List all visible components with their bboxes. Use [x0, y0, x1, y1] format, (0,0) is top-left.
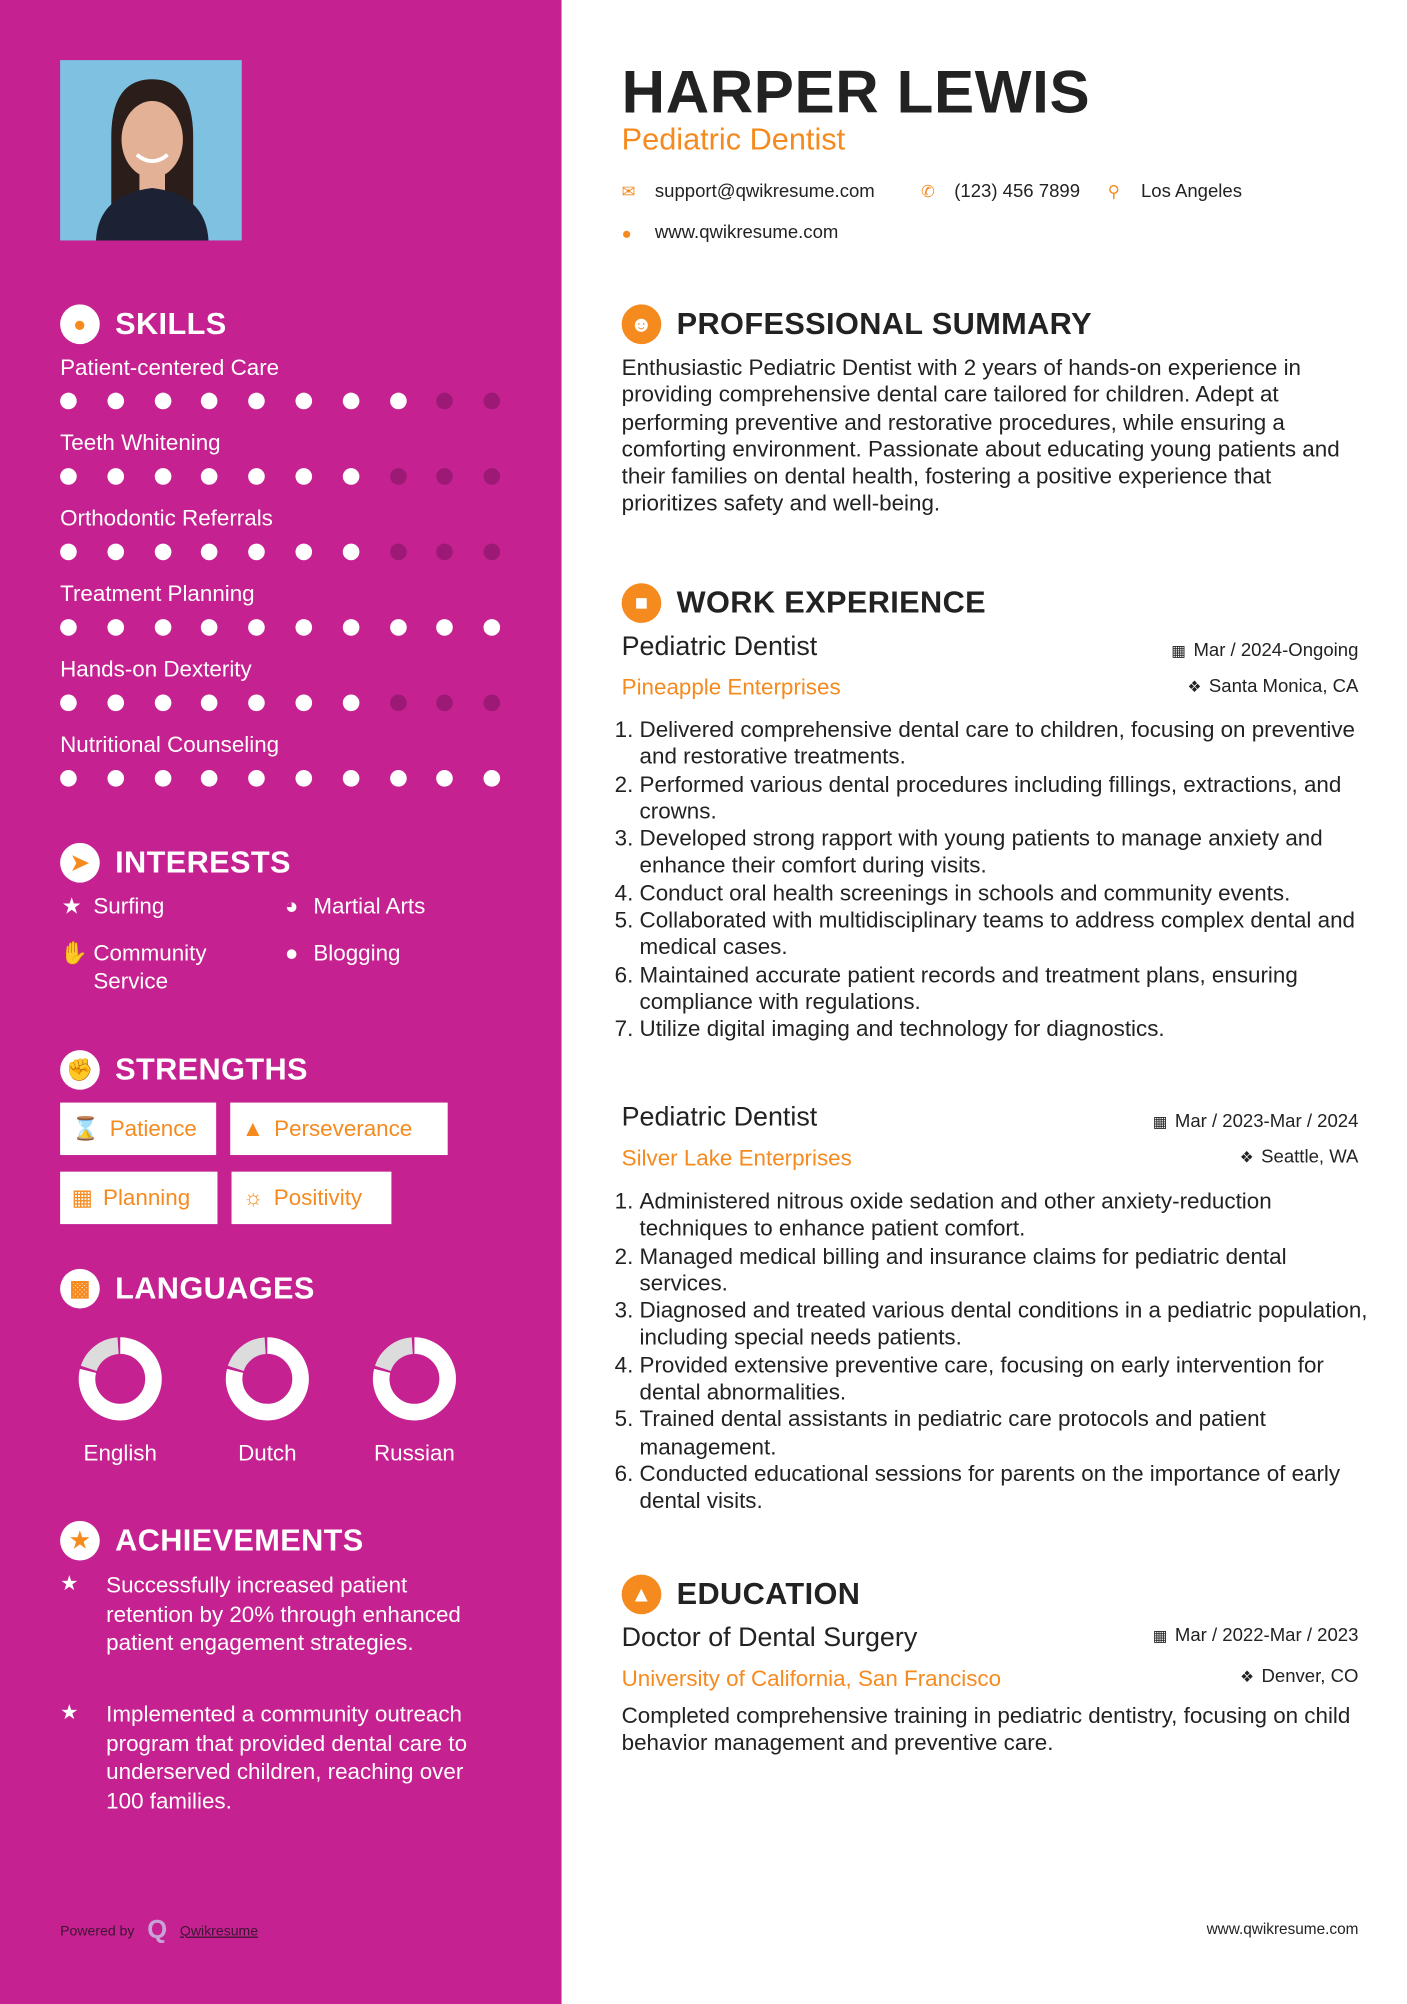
rating-dot-filled	[154, 770, 171, 787]
road-icon: ▲	[241, 1115, 264, 1141]
rating-dot-filled	[248, 695, 265, 712]
rating-dot-filled	[248, 770, 265, 787]
skill-rating	[60, 468, 500, 485]
sun-icon: ☼	[243, 1184, 264, 1211]
paper-plane-icon: ➤	[60, 843, 100, 883]
rating-dot-filled	[107, 544, 124, 561]
rating-dot-filled	[295, 695, 312, 712]
globe-icon: ◕	[284, 892, 299, 919]
rating-dot-empty	[484, 393, 501, 410]
strength-badge: ▲ Perseverance	[230, 1103, 447, 1155]
rating-dot-filled	[107, 695, 124, 712]
hand-icon: ✋	[60, 940, 88, 966]
rating-dot-filled	[107, 393, 124, 410]
job-date: ▦ Mar / 2024-Ongoing	[1171, 640, 1359, 662]
education-location: ❖ Denver, CO	[1240, 1666, 1359, 1688]
qwikresume-link[interactable]: Qwikresume	[179, 1923, 259, 1939]
rating-dot-empty	[390, 695, 407, 712]
strength-badge: ⌛ Patience	[60, 1103, 216, 1155]
rating-dot-filled	[343, 393, 360, 410]
profile-photo	[60, 60, 242, 240]
strength-badge: ▦ Planning	[60, 1172, 217, 1224]
skill-item	[60, 505, 500, 580]
rating-dot-filled	[154, 468, 171, 485]
pushpin-icon: ❖	[1187, 677, 1202, 696]
star-icon: ★	[60, 1573, 79, 1596]
graduation-cap-icon: ▲	[622, 1575, 662, 1615]
job-bullets	[622, 1188, 1375, 1515]
rating-dot-filled	[107, 770, 124, 787]
education-date: ▦ Mar / 2022-Mar / 2023	[1152, 1625, 1359, 1647]
rating-dot-filled	[343, 544, 360, 561]
rating-dot-filled	[107, 468, 124, 485]
rating-dot-filled	[60, 695, 77, 712]
job-location: ❖ Seattle, WA	[1239, 1147, 1359, 1168]
sidebar	[0, 0, 562, 2004]
rating-dot-filled	[60, 619, 77, 636]
rating-dot-empty	[390, 468, 407, 485]
job-bullet: 6. Maintained accurate patient records and treatment plans, ensuring compliance with regulations.	[640, 961, 1375, 1015]
location: ⚲ Los Angeles	[1107, 181, 1243, 203]
rating-dot-filled	[60, 544, 77, 561]
rating-dot-filled	[201, 619, 218, 636]
interest-item: ★ Surfing	[61, 892, 165, 919]
rating-dot-filled	[390, 619, 407, 636]
calendar-icon: ▦	[1152, 1112, 1168, 1131]
job-date: ▦ Mar / 2023-Mar / 2024	[1152, 1111, 1359, 1133]
language-donut	[370, 1334, 460, 1424]
hourglass-icon: ⌛	[71, 1115, 100, 1141]
job-bullet: 7. Utilize digital imaging and technology for diagnostics.	[640, 1016, 1375, 1043]
job-bullet: 1. Administered nitrous oxide sedation and other anxiety-reduction techniques to enhance patient comfort.	[640, 1188, 1375, 1242]
skill-rating	[60, 393, 500, 410]
job-bullet: 6. Conducted educational sessions for parents on the importance of early dental visits.	[640, 1461, 1375, 1515]
job-position: Pediatric Dentist	[621, 1102, 818, 1133]
rating-dot-filled	[295, 544, 312, 561]
language-label: Dutch	[238, 1440, 297, 1466]
rating-dot-filled	[437, 770, 454, 787]
rating-dot-filled	[295, 393, 312, 410]
rating-dot-filled	[154, 393, 171, 410]
skill-rating	[60, 544, 500, 561]
qwikresume-logo-icon: Q	[147, 1916, 168, 1945]
star-icon: ★	[60, 1702, 79, 1725]
job-bullet: 3. Diagnosed and treated various dental conditions in a pediatric population, including special needs patients.	[640, 1297, 1375, 1351]
star-icon: ★	[61, 892, 82, 919]
language-donut	[223, 1334, 313, 1424]
phone: ✆ (123) 456 7899	[920, 181, 1081, 203]
strength-badge: ☼ Positivity	[232, 1172, 392, 1224]
company-name: Pineapple Enterprises	[621, 674, 841, 700]
rating-dot-empty	[437, 468, 454, 485]
skill-item	[60, 430, 500, 505]
rating-dot-empty	[437, 695, 454, 712]
rating-dot-filled	[390, 770, 407, 787]
languages-heading: ▩ LANGUAGES	[60, 1269, 315, 1309]
email: ✉ support@qwikresume.com	[621, 181, 875, 203]
degree: Doctor of Dental Surgery	[621, 1623, 918, 1653]
skill-label: Nutritional Counseling	[60, 731, 280, 758]
interest-item: ● Blogging	[280, 939, 400, 967]
rating-dot-filled	[107, 619, 124, 636]
skill-label: Treatment Planning	[60, 580, 255, 607]
fist-icon: ✊	[60, 1050, 100, 1090]
language-icon: ▩	[60, 1269, 100, 1309]
rating-dot-filled	[154, 544, 171, 561]
education-description: Completed comprehensive training in pediatric dentistry, focusing on child behavior management and preventive care.	[621, 1702, 1351, 1756]
rating-dot-empty	[437, 393, 454, 410]
skill-item	[60, 656, 500, 731]
interest-item: ◕ Martial Arts	[280, 892, 425, 920]
skills-list	[60, 354, 500, 807]
interests-heading: ➤ INTERESTS	[60, 843, 291, 883]
pushpin-icon: ❖	[1239, 1148, 1254, 1167]
rating-dot-filled	[295, 468, 312, 485]
summary-heading: ☻ PROFESSIONAL SUMMARY	[622, 304, 1092, 344]
rating-dot-empty	[484, 695, 501, 712]
education-heading: ▲ EDUCATION	[622, 1575, 861, 1615]
globe-icon: ●	[621, 223, 632, 243]
powered-by: Powered by Q Qwikresume	[60, 1916, 259, 1945]
achievements-heading: ★ ACHIEVEMENTS	[60, 1521, 364, 1561]
rating-dot-empty	[484, 544, 501, 561]
rating-dot-filled	[343, 619, 360, 636]
rating-dot-filled	[201, 544, 218, 561]
strengths-heading: ✊ STRENGTHS	[60, 1050, 308, 1090]
skill-label: Orthodontic Referrals	[60, 505, 273, 531]
job-location: ❖ Santa Monica, CA	[1187, 676, 1359, 698]
rating-dot-filled	[60, 393, 77, 410]
rating-dot-filled	[201, 468, 218, 485]
rating-dot-filled	[343, 468, 360, 485]
rating-dot-filled	[437, 619, 454, 636]
rating-dot-empty	[437, 544, 454, 561]
rating-dot-filled	[248, 619, 265, 636]
skill-label: Teeth Whitening	[60, 429, 221, 456]
rating-dot-filled	[248, 393, 265, 410]
job-bullet: 5. Collaborated with multidisciplinary teams to address complex dental and medical cases.	[640, 907, 1375, 961]
candidate-name: HARPER LEWIS	[621, 57, 1091, 126]
rating-dot-empty	[484, 468, 501, 485]
lightbulb-icon: ●	[60, 304, 100, 344]
rating-dot-filled	[295, 619, 312, 636]
trophy-star-icon: ★	[60, 1521, 100, 1561]
achievement-item: ★ Successfully increased patient retention by 20% through enhanced patient engagement strategies.	[60, 1571, 482, 1658]
job-bullet: 3. Developed strong rapport with young patients to manage anxiety and enhance their comfort during visits.	[640, 825, 1375, 879]
company-name: Silver Lake Enterprises	[621, 1144, 852, 1171]
website: ● www.qwikresume.com	[621, 222, 839, 244]
rating-dot-filled	[60, 468, 77, 485]
rating-dot-filled	[201, 695, 218, 712]
calendar-icon: ▦	[71, 1184, 93, 1211]
user-icon: ☻	[622, 304, 662, 344]
skill-label: Patient-centered Care	[60, 354, 280, 380]
skill-item	[60, 581, 500, 656]
skill-label: Hands-on Dexterity	[60, 656, 252, 682]
rating-dot-filled	[295, 770, 312, 787]
skill-rating	[60, 770, 500, 787]
rating-dot-filled	[343, 770, 360, 787]
skill-item	[60, 354, 500, 429]
skills-heading: ● SKILLS	[60, 304, 226, 344]
envelope-icon: ✉	[621, 181, 636, 201]
rating-dot-filled	[484, 619, 501, 636]
school: University of California, San Francisco	[621, 1665, 1002, 1691]
users-icon: ●	[284, 940, 299, 966]
job-bullet: 5. Trained dental assistants in pediatric care protocols and patient management.	[640, 1406, 1375, 1460]
rating-dot-filled	[390, 393, 407, 410]
job-bullet: 4. Conduct oral health screenings in schools and community events.	[640, 880, 1375, 907]
rating-dot-filled	[248, 544, 265, 561]
interest-item: ✋ Community Service	[60, 940, 207, 994]
language-donut	[75, 1334, 165, 1424]
job-bullet: 4. Provided extensive preventive care, focusing on early intervention for dental abnormalities.	[640, 1352, 1375, 1406]
rating-dot-filled	[343, 695, 360, 712]
job-position: Pediatric Dentist	[621, 631, 818, 662]
map-pin-icon: ⚲	[1107, 181, 1120, 201]
job-bullet: 2. Managed medical billing and insurance claims for pediatric dental services.	[640, 1243, 1375, 1297]
job-title: Pediatric Dentist	[621, 122, 846, 158]
language-label: English	[83, 1440, 157, 1466]
rating-dot-filled	[484, 770, 501, 787]
skill-rating	[60, 695, 500, 712]
summary-text: Enthusiastic Pediatric Dentist with 2 years of hands-on experience in providing comprehensive dental care tailored for children. Adept at performing preventive and restorative procedures, while ensuring a comforting environment. Passionate about educating young patients and their families on dental health, fostering a positive experience that prioritizes safety and well-being.	[621, 354, 1340, 517]
rating-dot-empty	[390, 544, 407, 561]
calendar-icon: ▦	[1152, 1627, 1168, 1645]
language-label: Russian	[373, 1440, 455, 1466]
job-bullets	[622, 716, 1375, 1043]
rating-dot-filled	[201, 393, 218, 410]
footer-website[interactable]: www.qwikresume.com	[1206, 1919, 1359, 1938]
rating-dot-filled	[248, 468, 265, 485]
job-bullet: 1. Delivered comprehensive dental care to children, focusing on preventive and restorative treatments.	[640, 716, 1375, 770]
rating-dot-filled	[154, 619, 171, 636]
pushpin-icon: ❖	[1240, 1667, 1254, 1686]
rating-dot-filled	[154, 695, 171, 712]
chair-icon: ■	[622, 583, 662, 623]
skill-rating	[60, 619, 500, 636]
phone-icon: ✆	[920, 181, 935, 201]
skill-item	[60, 732, 500, 807]
achievement-item: ★ Implemented a community outreach program that provided dental care to underserved children, reaching over 100 families.	[60, 1700, 482, 1816]
rating-dot-filled	[60, 770, 77, 787]
calendar-icon: ▦	[1171, 642, 1186, 661]
experience-heading: ■ WORK EXPERIENCE	[622, 583, 986, 623]
job-bullet: 2. Performed various dental procedures including fillings, extractions, and crowns.	[640, 771, 1375, 825]
rating-dot-filled	[201, 770, 218, 787]
